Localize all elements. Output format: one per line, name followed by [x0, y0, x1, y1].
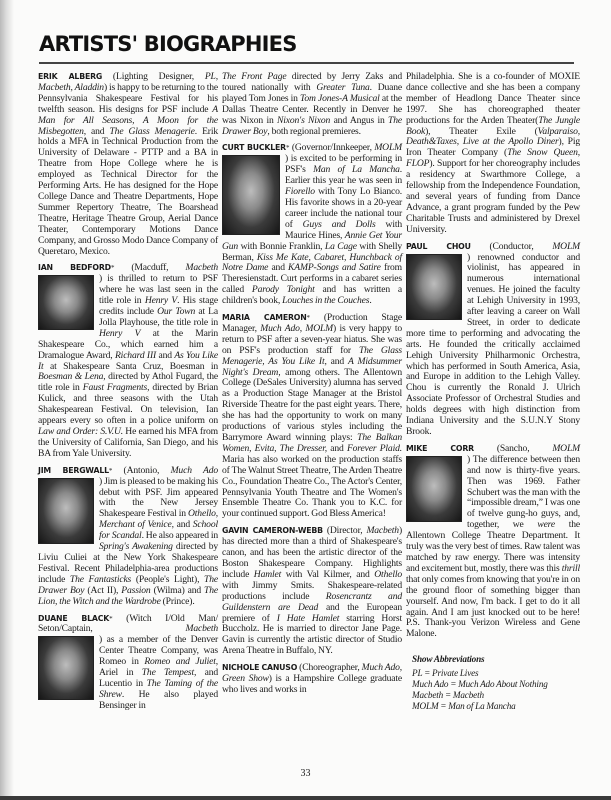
bio-title-italic: Othello: [374, 568, 403, 580]
bio-text: [38, 71, 218, 257]
bio-text-run: ) is a Hampshire College graduate who lives and works in: [222, 673, 402, 695]
headshot-photo: [38, 478, 94, 544]
bio-title-italic: Henry V: [144, 295, 178, 307]
bio-text-run: ). Support for her choreography includes a residency at Swarthmore College, a fellowship from the Independence Foundation, and several years of funding from Dance Advance, a grant program funded by the Pew Charitable Trusts and administered by Drexel University.: [406, 158, 580, 235]
bio-jim-bergwall: [38, 466, 218, 608]
bio-text-run: and: [326, 355, 349, 367]
bio-name: IAN BEDFORD: [38, 263, 111, 273]
bio-text-run: ) is happy to be returning to the Pennsylvania Shakespeare Festival for his twelfth season. His designs for PSF include: [38, 81, 218, 115]
bio-title-italic: Rosencrantz and Guildenstern are Dead: [222, 590, 402, 613]
bio-title-italic: Tom Jones-A Musical: [300, 92, 380, 104]
bio-text-run: (Sancho,: [473, 442, 553, 454]
bio-title-italic: The Snow Queen, FLOP: [406, 147, 580, 170]
bio-text-run: ) The difference between then and now is thirty-five years. Then was 1969. Father Schubert was the man with the “impossible dream,” I was one of twelve gung-ho guys, and, together, we: [467, 453, 580, 531]
bio-title-italic: thrill: [561, 562, 580, 574]
bio-text-run: from Theresienstadt. Curt performs in a cabaret series called: [222, 262, 402, 296]
bio-title-italic: Guys and Dolls: [302, 218, 376, 230]
bio-text: [99, 634, 218, 710]
bio-title-italic: Hamlet: [253, 568, 282, 580]
bio-text-run: ) is thrilled to return to PSF where he was last seen in the title role in: [99, 273, 218, 307]
bio-title-italic: Richard III: [114, 349, 157, 361]
equity-asterisk: *: [109, 614, 113, 623]
bio-text-run: with Bonnie Franklin,: [238, 240, 325, 252]
bio-text-run: starring Horst Buccholz. He is married to director Jane Page. Gavin is currently the artistic director of Studio Arena Theatre in Buffalo, NY.: [222, 612, 402, 657]
bio-title-italic: Spring's Awakening: [99, 541, 173, 553]
bio-name: MARIA CAMERON: [222, 313, 307, 323]
bio-text-run: (Lighting Designer,: [102, 71, 205, 82]
bio-text-run: . His stage credits include: [99, 295, 218, 318]
bio-text-run: (Prince).: [160, 595, 195, 607]
show-abbreviations: [406, 654, 580, 712]
bio-text-run: and Angus in: [330, 114, 389, 126]
bio-text-run: and: [327, 442, 347, 454]
page-title: ARTISTS' BIOGRAPHIES: [39, 32, 297, 56]
bio-text: [406, 71, 580, 235]
bio-title-italic: A Man for All Seasons, A Moon for the Misbegotten: [38, 103, 218, 137]
bio-title-italic: The Balkan Women, Evita, The Dresser,: [222, 432, 402, 454]
bio-title-italic: Law and Order: S.V.U.: [38, 426, 123, 437]
abbreviation-item: MOLM = Man of La Mancha: [412, 701, 516, 712]
bio-maria-cameron: [222, 313, 402, 520]
bio-title-italic: KAMP-Songs and Satire: [288, 262, 381, 274]
bio-text-run: with Tony Lo Bianco. His favorite shows in a 20-year career include the national tour of: [285, 186, 402, 230]
bio-erik-alberg: [38, 72, 218, 257]
abbreviations-title: Show Abbreviations: [412, 654, 485, 665]
bio-text-run: and has written a children's book,: [222, 284, 402, 307]
bio-title-italic: Forever Plaid.: [346, 442, 402, 454]
bio-title-italic: Much Ado: [170, 464, 219, 476]
bio-text-run: He earned his MFA from the University of California, San Diego, and his BA from Yale University.: [38, 426, 218, 459]
abbreviation-item: PL = Private Lives: [412, 668, 479, 679]
bio-title-italic: Man of La Mancha: [313, 164, 400, 176]
bio-text-run: . Earlier this year he was seen in: [285, 164, 402, 187]
bio-text-run: with Val Kilmer, and: [281, 568, 375, 580]
bio-text: [222, 312, 402, 519]
bio-name: JIM BERGWALL: [38, 465, 109, 475]
bio-text-run: (Macduff,: [114, 262, 186, 274]
bio-text-run: . Duane played Tom Jones in: [222, 81, 402, 104]
headshot-photo: [38, 275, 94, 330]
bio-text-run: .: [369, 295, 372, 307]
bio-name: ERIK ALBERG: [38, 72, 103, 81]
bio-text-run: (Antonio,: [112, 464, 171, 476]
bio-text-run: , and Lucentio in: [99, 667, 218, 689]
bio-nichole-canuso: [222, 663, 402, 696]
bio-text-run: ) renowned conductor and violinist, has appeared in numerous international venues. He joined the faculty at Lehigh University in 1993, after leaving a career on Wall Street, in order to dedicate more time to performing and advocating the arts. He founded the critically acclaimed Lehigh University Philharmonic Orchestra, which has performed in South America, Asia, and Europe in addition to the Lehigh Valley. Chou is currently the Ronald J. Ulrich Associate Professor of Orchestral Studies and holds degrees with high distinction from Indiana University and the S.U.N.Y Stony Brook.: [406, 251, 580, 437]
bio-text-run: ) as a member of the Denver Center Theatre Company, was Romeo in: [99, 634, 218, 668]
bio-title-italic: MOLM: [552, 442, 580, 454]
bio-mike-corr: [406, 444, 580, 640]
abbreviation-item: Macbeth = Macbeth: [412, 690, 484, 701]
bio-duane-black: [38, 614, 218, 712]
bio-title-italic: Macbeth: [185, 623, 218, 635]
bio-text-run: and the European premiere of: [222, 601, 403, 624]
headshot-photo: [406, 456, 462, 522]
bio-text-run: at La Jolla Playhouse, the title role in: [99, 306, 219, 328]
bio-text-run: ), Pig Iron Theater Company (: [406, 136, 580, 159]
bio-text-run: ), Theater Exile (: [425, 125, 538, 137]
scan-edge-shadow: [0, 0, 14, 800]
bio-title-italic: Parody Tonight: [251, 284, 315, 296]
bio-ian-bedford: [38, 263, 218, 459]
bio-text-run: , and: [83, 125, 110, 137]
bio-text-run: (Production Stage Manager,: [222, 312, 402, 334]
equity-asterisk: *: [108, 466, 113, 475]
bio-text-run: directed by Liviu Culiei at the New York Shakespeare Festival. Recent Philadelphia-area productions include: [38, 541, 218, 585]
headshot-photo: [38, 636, 94, 700]
bio-title-italic: Much Ado, Green Show: [222, 662, 402, 685]
bio-text-run: ) Jim is pleased to be making his debut with PSF. Jim appeared with the New Jersey Shakespeare Festival in: [99, 475, 218, 520]
bio-name: CURT BUCKLER: [222, 143, 286, 153]
bio-text-run: at the Dallas Theatre Center. Recently in Denver he was Nixon in: [222, 92, 402, 126]
bio-title-italic: The Tempest: [141, 667, 195, 679]
bio-paul-chou: [406, 242, 580, 438]
bio-title-italic: The Drawer Boy: [222, 114, 402, 137]
bio-title-italic: Boesman & Lena: [38, 371, 104, 383]
bio-text-run: at Shakespeare Santa Cruz, Boesman in: [43, 360, 218, 372]
bio-title-italic: A Midsummer Night's Dream,: [222, 355, 402, 378]
bio-text-run: Philadelphia. She is a co-founder of MOXIE dance collective and she has been a company member of Headlong Dance Theater since 1997. She has choreographed theater productions for the Arden Theater(: [406, 71, 580, 126]
bio-text-run: that only comes from knowing that you're in on the ground floor of something bigger than yourself. And now, I'm back. I get to do it all again. And I am just knocked out to be here! P.S. Thank-you Verizon Wireless and Gene Malone.: [406, 573, 580, 640]
bio-title-italic: Louches in the Couches: [282, 295, 370, 307]
headshot-photo: [222, 155, 280, 235]
bio-text-run: among others. The Allentown College (DeSales University) alumna has served as a Production Stage Manager at the Bristol Riverside Theatre for the past eight years. There, she has had the opportunity to work on many productions of various styles including the Barrymore Award winning plays:: [222, 366, 402, 443]
bio-name: DUANE BLACK: [38, 613, 110, 623]
bio-text-run: ) is excited to be performing in PSF's: [285, 153, 402, 176]
equity-asterisk: *: [306, 314, 310, 323]
bio-name: NICHOLE CANUSO: [222, 663, 298, 673]
bio-name: PAUL CHOU: [406, 241, 471, 251]
bio-title-italic: Macbeth: [366, 525, 399, 537]
headshot-photo: [406, 254, 462, 320]
bio-title-italic: Romeo and Juliet: [144, 656, 216, 668]
bio-name: MIKE CORR: [406, 443, 474, 453]
scan-bottom-edge: [0, 796, 611, 800]
bio-text-run: directed by Jerry Zaks and toured nationally with: [222, 71, 402, 93]
bio-text-run: at the Marin Shakespeare Co., which earned him a Dramalogue Award,: [38, 327, 219, 361]
bio-title-italic: Greater Tuna: [316, 81, 370, 93]
bio-first-line: [38, 614, 218, 636]
column-2: [222, 72, 402, 702]
bio-text-run: and: [173, 519, 193, 531]
bio-title-italic: The Jungle Book: [406, 114, 580, 137]
bio-text-run: , directed by Brian Kulick, and three seasons with the Utah Shakespearean Festival. On television, Ian appears every so often in a police uniform on: [38, 382, 218, 427]
bio-text-run: with Shelly Berman,: [222, 240, 403, 263]
bio-name: GAVIN CAMERON-WEBB: [222, 526, 323, 536]
bio-title-italic: Henry V: [99, 327, 141, 339]
bio-nichole-canuso-continued: [406, 72, 580, 236]
bio-title-italic: I Hate Hamlet: [276, 612, 340, 624]
bio-text-run: (Act II),: [84, 584, 122, 596]
bio-title-italic: Our Town: [157, 306, 196, 318]
bio-title-italic: Faust Fragments: [82, 382, 148, 394]
bio-title-italic: School for Scandal: [99, 519, 218, 542]
bio-text-run: (Wilma) and: [150, 584, 205, 596]
bio-title-italic: Valparaiso, Death&Taxes, Live at the Apollo Diner: [406, 125, 580, 148]
bio-text-run: , directed by Athol Fugard, the title role in: [38, 371, 219, 394]
bio-text-run: ) is very happy to return to PSF after a seven-year hiatus. She was on PSF's production staff for: [222, 322, 402, 356]
bio-title-italic: PL, Macbeth, Aladdin: [38, 71, 218, 93]
bio-text-run: . He also played Bensinger in: [99, 688, 218, 711]
bio-text: [222, 71, 402, 137]
bio-text-run: , Ariel in: [99, 656, 218, 679]
bio-text-run: the Allentown College Theatre Department. It truly was the very best of times. Raw talent was matched by raw energy. There was intensity and excitement but, mostly, there was this: [406, 519, 580, 574]
bio-title-italic: The Glass Menagerie, As You Like It,: [222, 344, 403, 367]
bio-text-run: . Erik holds a MFA in Technical Production from the University of Delaware - PTTP and a BA in Theatre from Hope College where he is employed as Technical Director for the Performing Arts. He has designed for the Hope College Dance and Theatre Departments, Hope Summer Repertory Theatre, The Boarshead Theatre, Heritage Theatre Group, Aerial Dance Theater, Contemporary Motions Dance Company, and Grosso Modo Dance Company of Queretaro, Mexico.: [38, 125, 218, 257]
bio-title-italic: Macbeth: [185, 262, 218, 274]
bio-text-run: (Director,: [322, 525, 367, 537]
bio-title-italic: As You Like It: [38, 349, 218, 372]
bio-text-run: with Maurice Hines,: [285, 218, 403, 241]
bio-text-run: (Governor/Innkeeper,: [289, 142, 375, 154]
bio-title-italic: La Cage: [324, 240, 357, 252]
bio-text-run: Maria has also worked on the production staffs of The Walnut Street Theatre, The Arden Theatre Co., Foundation Theatre Co., The Actor's Center, Pennsylvania Youth Theatre and The Women's Ensemble Theatre Co. Thank you to K.C. for your continued support. God Bless America!: [222, 453, 402, 520]
bio-text-run: and: [268, 262, 289, 274]
bio-duane-black-continued: [222, 72, 402, 137]
bio-text: [222, 525, 402, 656]
bio-text-run: (Choreographer,: [297, 662, 362, 674]
bio-text-run: (People's Light),: [131, 573, 205, 585]
bio-title-italic: were: [537, 519, 556, 531]
abbreviation-item: Much Ado = Much Ado About Nothing: [412, 679, 548, 690]
bio-title-italic: The Fantasticks: [69, 573, 132, 585]
bio-text-run: (Conductor,: [470, 240, 553, 252]
bio-title-italic: The Front Page: [222, 71, 287, 82]
column-1: [38, 72, 218, 718]
bio-title-italic: The Glass Menagerie: [109, 125, 195, 137]
bio-title-italic: Othello, Merchant of Venice,: [99, 508, 218, 531]
bio-text-run: (Witch I/Old Man/ Seton/Captain,: [38, 612, 218, 635]
bio-text-run: . He also appeared in: [141, 530, 218, 542]
bio-text-run: ) has directed more than a third of Shakespeare's canon, and has been the artistic director of the Boston Shakespeare Company. Highlights include: [222, 525, 402, 580]
bio-title-italic: MOLM: [374, 142, 402, 154]
bio-text-run: with Jimmy Smits. Shakespeare-related productions include: [222, 579, 402, 602]
bio-title-italic: The Taming of the Shrew: [99, 677, 218, 700]
bio-text-run: and: [156, 349, 175, 361]
bio-text-run: , both regional premieres.: [267, 125, 361, 137]
bio-title-italic: Kiss Me Kate, Cabaret, Hunchback of Notre Dame: [222, 251, 402, 274]
bio-title-italic: The Drawer Boy: [38, 573, 218, 596]
title-rule: [39, 62, 574, 64]
bio-title-italic: Fiorello: [285, 186, 315, 198]
bio-title-italic: Nixon's Nixon: [277, 114, 331, 126]
page-number: 33: [300, 768, 311, 779]
bio-title-italic: Annie Get Your Gun: [222, 229, 402, 252]
bio-title-italic: Passion: [121, 584, 151, 596]
equity-asterisk: *: [110, 264, 115, 273]
bio-title-italic: MOLM: [552, 240, 580, 252]
bio-curt-buckler: [222, 143, 402, 307]
equity-asterisk: *: [285, 144, 290, 153]
column-3: [406, 72, 580, 712]
bio-gavin-cameron-webb: [222, 526, 402, 657]
bio-title-italic: Much Ado, MOLM: [260, 322, 334, 334]
bio-title-italic: The Lion, the Witch and the Wardrobe: [38, 584, 218, 607]
